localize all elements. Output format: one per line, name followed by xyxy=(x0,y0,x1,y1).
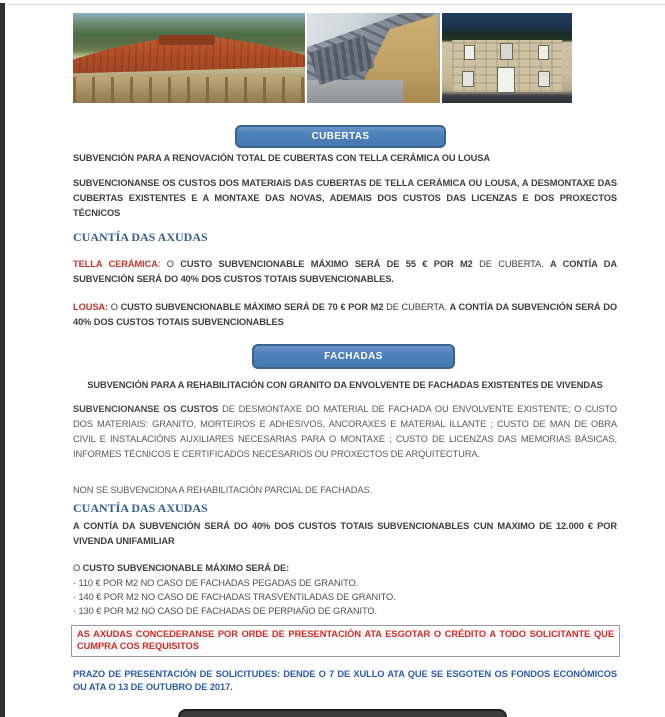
submission-deadline-paragraph: PRAZO DE PRESENTACIÓN DE SOLICITUDES: DENDE O 7 DE XULLO ATA QUE SE ESGOTEN OS FONDOS ECONÓMICOS OU ATA O 13 DE OUTUBRO DE 2017. xyxy=(73,669,617,692)
tella-ceramica-label: TELLA CERÁMICA xyxy=(73,259,158,269)
fachadas-contia-paragraph: A CONTÍA DA SUBVENCIÓN SERÁ DO 40% DOS CUSTOS TOTAIS SUBVENCIONABLES CUN MAXIMO DE 12.000 € POR VIVENDA UNIFAMILIAR xyxy=(73,521,617,546)
cubertas-costs-paragraph: SUBVENCIONANSE OS CUSTOS DOS MATERIAIS DAS CUBERTAS DE TELLA CERÁMICA OU LOUSA, A DESMONTAXE DAS CUBERTAS EXISTENTES E A MONTAXE DAS NOVAS, ADEMAIS DOS CUSTOS DAS LICENZAS E DOS PROXECTOS TÉCNICOS xyxy=(73,178,617,218)
slate-roof-construction-photo xyxy=(307,13,440,103)
tella-cost-regular: DE CUBERTA. xyxy=(472,259,551,269)
order-of-presentation-notice-text: AS AXUDAS CONCEDERANSE POR ORDE DE PRESENTACIÓN ATA ESGOTAR O CRÉDITO A TODO SOLICITANTE QUE CUMPRA COS REQUISITOS xyxy=(77,629,614,651)
tella-ceramica-paragraph xyxy=(73,257,617,287)
window-shape xyxy=(538,71,550,87)
window-edge-bar xyxy=(0,3,5,717)
cost-bullet-list xyxy=(73,576,617,619)
door-shape xyxy=(497,67,515,93)
tella-cost-bold: CUSTO SUBVENCIONABLE MÁXIMO SERÁ DE 55 € POR M2 xyxy=(180,259,473,269)
tella-separator: : O xyxy=(157,259,181,269)
lousa-separator: O xyxy=(108,302,121,312)
bullet-trasventiladas: · 140 € POR M2 NO CASO DE FACHADAS TRASVENTILADAS DE GRANITO. xyxy=(73,592,396,603)
bottom-section-banner-cropped xyxy=(178,709,507,717)
max-cost-intro-regular: O xyxy=(73,563,83,573)
cubertas-section-banner xyxy=(235,125,446,148)
order-of-presentation-notice-box xyxy=(71,625,620,657)
cubertas-subsidy-title: SUBVENCIÓN PARA A RENOVACIÓN TOTAL DE CUBERTAS CON TELLA CERÁMICA OU LOUSA xyxy=(73,153,490,163)
fachadas-section-banner xyxy=(252,344,455,369)
lousa-paragraph xyxy=(73,300,617,330)
cubertas-cuantia-heading: CUANTÍA DAS AXUDAS xyxy=(73,230,208,244)
ceramic-tile-roof-construction-photo xyxy=(73,13,305,103)
roof-ridge-shape xyxy=(159,35,215,45)
fachadas-subsidy-title: SUBVENCIÓN PARA A REHABILITACIÓN CON GRANITO DA ENVOLVENTE DE FACHADAS EXISTENTES DE VIVENDAS xyxy=(87,380,603,390)
lousa-label: LOUSA: xyxy=(73,302,109,312)
max-cost-intro-bold: CUSTO SUBVENCIONABLE MÁXIMO SERÁ DE: xyxy=(82,563,290,573)
lousa-cost-bold: CUSTO SUBVENCIONABLE MÁXIMO SERÁ DE 70 € POR M2 xyxy=(120,302,384,312)
window-shape xyxy=(500,43,513,60)
window-shape xyxy=(462,71,474,87)
bullet-pegadas: · 110 € POR M2 NO CASO DE FACHADAS PEGADAS DE GRANITO. xyxy=(73,578,359,588)
cubertas-banner-label: CUBERTAS xyxy=(311,131,370,142)
fachadas-costs-paragraph xyxy=(73,402,617,462)
fachadas-cuantia-heading: CUANTÍA DAS AXUDAS xyxy=(73,501,208,515)
tella-contia-bold: A CONTÍA DA SUBVENCIÓN SERÁ DO 40% DOS CUSTOS TOTAIS SUBVENCIONABLES. xyxy=(73,259,618,284)
lousa-cost-regular: DE CUBERTA. xyxy=(383,302,450,312)
bullet-perpiano: · 130 € POR M2 NO CASO DE FACHADAS DE PERPIAÑO DE GRANITO. xyxy=(73,606,377,617)
fachadas-banner-label: FACHADAS xyxy=(324,351,383,362)
lousa-contia-bold: A CONTÍA DA SUBVENCIÓN SERÁ DO 40% DOS CUSTOS TOTAIS SUBVENCIONABLES xyxy=(73,302,617,327)
granite-stone-house-photo xyxy=(442,13,572,103)
fachadas-costs-rest: DE DESMONTAXE DO MATERIAL DE FACHADA OU ENVOLVENTE EXISTENTE; O CUSTO DOS MATERIAIS: GRANITO, MORTEIROS E ADHESIVOS, ANCORAXES E MATERIAL ILLANTE ; CUSTO DE MAN DE OBRA CIVIL E INSTALACIÓNS AUXILIARES NECESARIAS PARA O MONTAXE ; CUSTO DE LICENZAS DAS MEMORIAS BÁSICAS, INFORMES TÉCNICOS E CERTIFICADOS NECESARIOS OU PROXECTOS DE ARQUITECTURA. xyxy=(73,404,617,459)
window-shape xyxy=(464,45,475,60)
no-partial-rehab-note: NON SE SUBVENCIONA A REHABILITACIÓN PARCIAL DE FACHADAS. xyxy=(73,485,373,495)
window-shape xyxy=(538,45,549,60)
page-top-divider xyxy=(8,4,665,5)
wood-scaffold-shape xyxy=(73,77,305,103)
fachadas-costs-lead-bold: SUBVENCIONANSE OS CUSTOS xyxy=(73,404,219,414)
max-cost-intro xyxy=(73,561,617,576)
